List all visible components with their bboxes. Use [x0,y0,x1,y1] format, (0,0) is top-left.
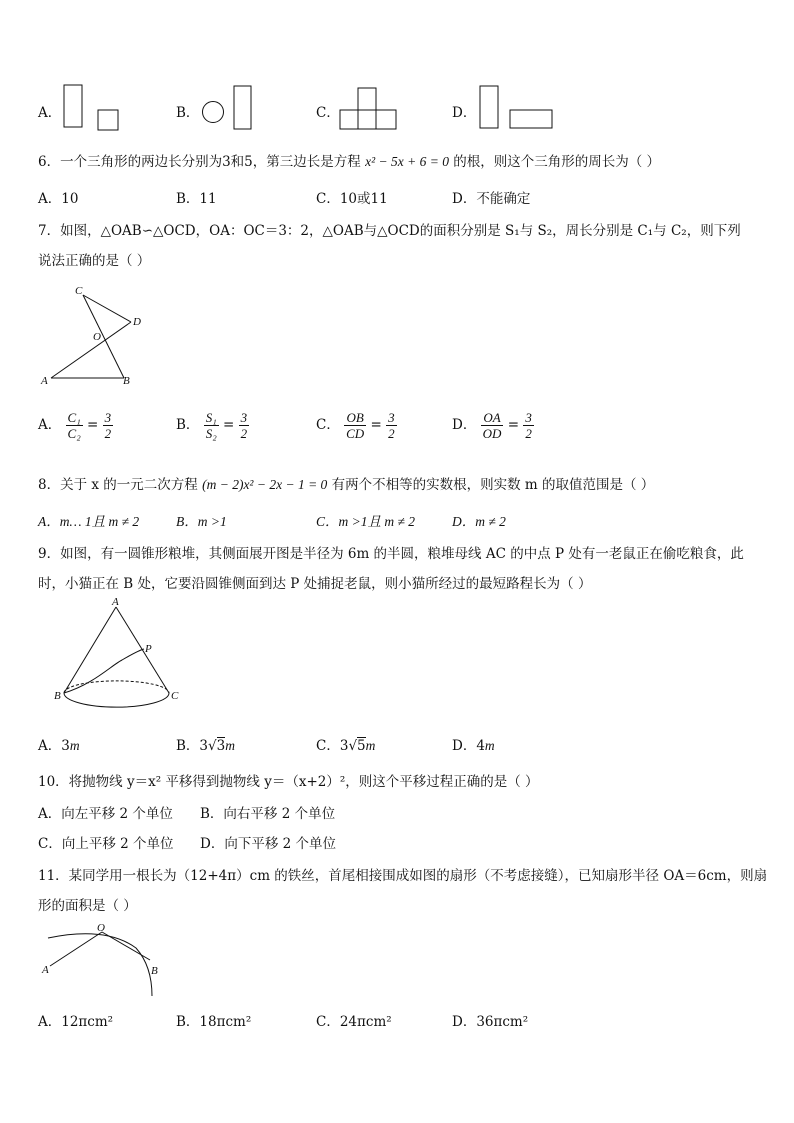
q10-option-b: B．向右平移 2 个单位 [200,806,336,822]
q5-option-a-figure [62,84,122,132]
q11-option-a: A．12πcm² [38,1014,114,1030]
q6-option-a: A．10 [38,191,79,207]
q8-option-d: D．m ≠ 2 [452,514,506,529]
q7-label-o: O [93,331,101,343]
q9-label-b: B [54,690,61,702]
q11-label-b: B [151,965,158,977]
q5-option-c-figure [338,84,402,132]
q5-option-d-letter: D． [452,105,477,121]
q9-label-p: P [145,643,152,655]
q9-option-b: B．3√3m [176,738,235,754]
q11-option-d: D．36πcm² [452,1014,529,1030]
q9-label-a: A [112,596,119,608]
t-shaped-blocks-icon [340,88,396,129]
question-7-line-2: 说法正确的是（ ） [38,253,151,269]
q6-option-c: C．10或11 [316,191,388,207]
q11-sector-figure [36,918,176,1000]
question-8-stem: 8．关于 x 的一元二次方程 (m − 2)x² − 2x − 1 = 0 有两个不相等的实数根，则实数 m 的取值范围是（ ） [38,477,655,493]
q8-equation: (m − 2)x² − 2x − 1 = 0 [202,477,328,492]
q7-label-c: C [75,285,83,297]
question-6-stem: 6．一个三角形的两边长分别为3和5，第三边长是方程 x² − 5x + 6 = 0 的根，则这个三角形的周长为（ ） [38,154,661,170]
q7-option-b: B． $\frac{\text{S₁}}{\text{S₂}}$ = $\frac{3}{2}$ [176,410,248,441]
question-9-line-1: 9．如图，有一圆锥形粮堆，其侧面展开图是半径为 6m 的半圆，粮堆母线 AC 的中点 P 处有一老鼠正在偷吃粮食，此 [38,546,744,562]
q11-label-a: A [42,964,49,976]
sqrt-icon: √ [348,738,358,754]
q5-option-d-figure [476,84,560,132]
question-7-line-1: 7．如图，△OAB∽△OCD，OA：OC＝3：2，△OAB与△OCD的面积分别是 S₁与 S₂，周长分别是 C₁与 C₂，则下列 [38,223,741,239]
q7-option-c: C． $\frac{OB}{CD}$ = $\frac{3}{2}$ [316,410,395,441]
q8-option-c: C．m >1且 m ≠ 2 [316,514,416,529]
q7-figure [36,283,156,391]
q9-option-a: A．3m [38,738,80,754]
question-10-stem: 10．将抛物线 y＝x² 平移得到抛物线 y＝（x+2）²，则这个平移过程正确的是（ ） [38,774,539,790]
question-11-line-1: 11．某同学用一根长为（12+4π）cm 的铁丝，首尾相接围成如图的扇形（不考虑接缝），已知扇形半径 OA＝6cm，则扇 [38,868,768,884]
q5-option-a-letter: A． [38,105,62,121]
q7-option-a: A． $\frac{\text{C₁}}{\text{C₂}}$ = $\frac{3}{2}$ [38,410,112,441]
q5-option-c-letter: C． [316,105,340,121]
q9-label-c: C [171,690,179,702]
q10-option-c: C．向上平移 2 个单位 [38,836,174,852]
q7-label-a: A [41,375,48,387]
q7-option-d: D． $\frac{OA}{OD}$ = $\frac{3}{2}$ [452,410,532,441]
q10-option-d: D．向下平移 2 个单位 [200,836,336,852]
q8-option-a: A．m… 1且 m ≠ 2 [38,514,140,529]
q5-option-b-figure [198,84,258,132]
q10-option-a: A．向左平移 2 个单位 [38,806,173,822]
q9-cone-figure [52,595,192,725]
tall-rect-and-small-square-icon [64,85,118,130]
q8-option-b: B．m >1 [176,514,227,529]
q9-option-c: C．3√5m [316,738,376,754]
q7-label-b: B [123,375,130,387]
tall-rect-and-wide-rect-icon [480,86,552,128]
q5-option-b-letter: B． [176,105,200,121]
q9-option-d: D．4m [452,738,495,754]
q11-label-o: O [97,922,105,934]
question-11-line-2: 形的面积是（ ） [38,898,137,914]
q7-label-d: D [133,316,141,328]
q6-option-b: B．11 [176,191,217,207]
question-9-line-2: 时，小猫正在 B 处，它要沿圆锥侧面到达 P 处捕捉老鼠，则小猫所经过的最短路程长为（ ） [38,576,592,592]
q11-option-c: C．24πcm² [316,1014,392,1030]
q6-option-d: D．不能确定 [452,191,531,207]
sqrt-icon: √ [208,738,217,754]
q11-option-b: B．18πcm² [176,1014,252,1030]
circle-and-tall-rect-icon [203,86,252,129]
q6-equation: x² − 5x + 6 = 0 [365,154,449,169]
